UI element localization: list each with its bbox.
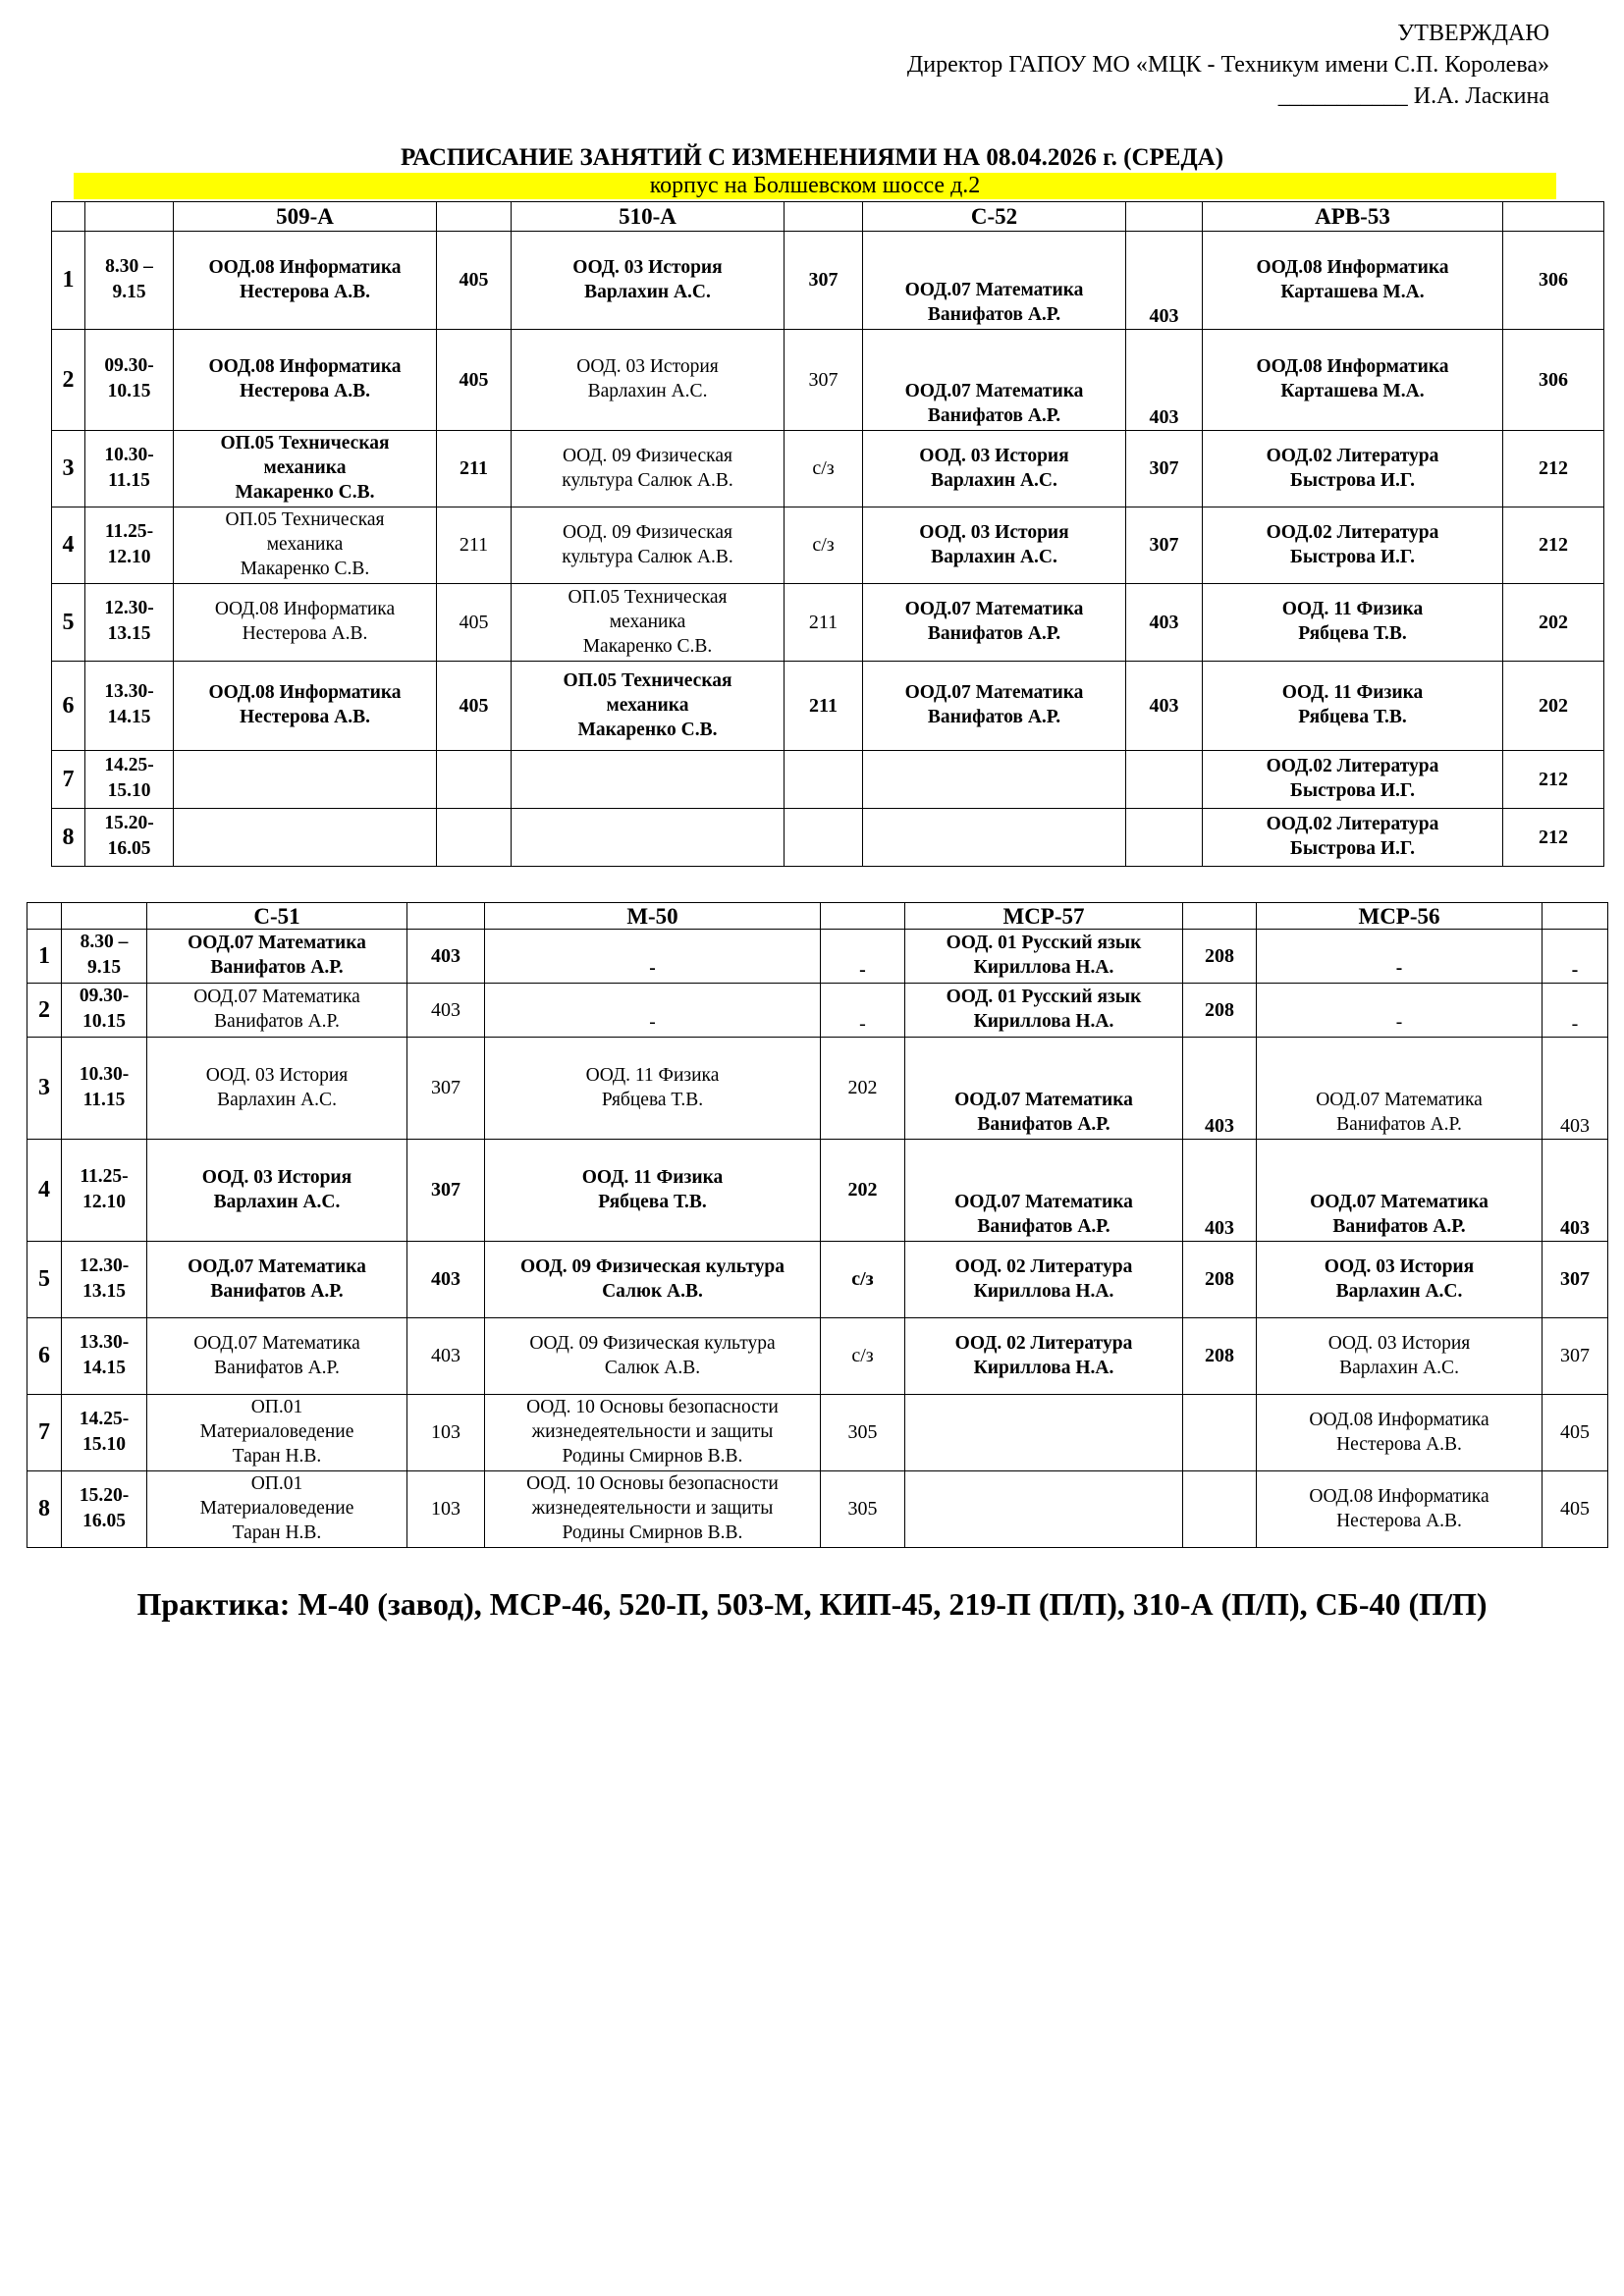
lesson-subject: ООД.08 Информатика Нестерова А.В. [1257, 1471, 1543, 1548]
lesson-number: 2 [27, 984, 62, 1038]
lesson-subject [863, 809, 1126, 867]
lesson-number: 8 [52, 809, 85, 867]
lesson-subject: ООД.08 Информатика Нестерова А.В. [174, 330, 437, 431]
lesson-room: 208 [1183, 984, 1257, 1038]
lesson-room: 211 [437, 507, 512, 584]
lesson-number: 6 [27, 1318, 62, 1395]
lesson-room: 405 [437, 662, 512, 751]
lesson-room: 208 [1183, 1318, 1257, 1395]
lesson-time: 09.30- 10.15 [85, 330, 174, 431]
lesson-room: 208 [1183, 1242, 1257, 1318]
lesson-number: 4 [27, 1140, 62, 1242]
lesson-room [437, 751, 512, 809]
lesson-subject: ОП.05 Техническая механика Макаренко С.В. [512, 584, 785, 662]
table-header-row [52, 202, 1604, 232]
lesson-number: 7 [27, 1395, 62, 1471]
table-row [27, 984, 1608, 1038]
table-row [27, 1471, 1608, 1548]
approval-signature: ___________ И.А. Ласкина [1277, 83, 1549, 109]
lesson-subject: ООД. 11 Физика Рябцева Т.В. [1203, 662, 1503, 751]
page-title: РАСПИСАНИЕ ЗАНЯТИЙ С ИЗМЕНЕНИЯМИ НА 08.04.2026 г. (СРЕДА) [400, 144, 1224, 171]
lesson-room: - [821, 984, 905, 1038]
schedule-table-1 [51, 201, 1604, 867]
lesson-number: 1 [27, 930, 62, 984]
table-header-row [27, 903, 1608, 930]
lesson-subject: ООД. 02 Литература Кириллова Н.А. [905, 1318, 1183, 1395]
lesson-room: 307 [1543, 1242, 1608, 1318]
lesson-subject: ООД.08 Информатика Нестерова А.В. [174, 232, 437, 330]
lesson-room: 403 [1126, 662, 1203, 751]
lesson-room: 212 [1503, 431, 1604, 507]
lesson-time: 8.30 – 9.15 [85, 232, 174, 330]
lesson-room: 202 [1503, 584, 1604, 662]
lesson-room: 305 [821, 1395, 905, 1471]
table-row [27, 1395, 1608, 1471]
lesson-subject: ООД.07 Математика Ванифатов А.Р. [863, 662, 1126, 751]
lesson-subject: ООД.07 Математика Ванифатов А.Р. [147, 1242, 407, 1318]
lesson-time: 10.30- 11.15 [62, 1038, 147, 1140]
lesson-subject [512, 809, 785, 867]
approval-director: Директор ГАПОУ МО «МЦК - Техникум имени С.П. Королева» [906, 52, 1549, 78]
lesson-subject: ООД.08 Информатика Нестерова А.В. [1257, 1395, 1543, 1471]
lesson-room: 307 [785, 232, 863, 330]
lesson-subject: ООД. 11 Физика Рябцева Т.В. [1203, 584, 1503, 662]
lesson-room: 307 [1126, 431, 1203, 507]
lesson-subject: ООД. 11 Физика Рябцева Т.В. [485, 1140, 821, 1242]
lesson-room: 306 [1503, 232, 1604, 330]
lesson-subject: ОП.05 Техническая механика Макаренко С.В. [512, 662, 785, 751]
lesson-time: 11.25- 12.10 [62, 1140, 147, 1242]
lesson-room: 403 [407, 930, 485, 984]
lesson-room: с/з [785, 507, 863, 584]
lesson-subject: ООД.08 Информатика Карташева М.А. [1203, 330, 1503, 431]
lesson-room: 403 [1183, 1140, 1257, 1242]
lesson-subject: ООД. 03 История Варлахин А.С. [1257, 1242, 1543, 1318]
lesson-room [785, 809, 863, 867]
lesson-subject: ООД. 03 История Варлахин А.С. [147, 1038, 407, 1140]
table-row [27, 1140, 1608, 1242]
lesson-subject: ООД. 10 Основы безопасности жизнедеятельности и защиты Родины Смирнов В.В. [485, 1471, 821, 1548]
lesson-subject [512, 751, 785, 809]
lesson-number: 5 [52, 584, 85, 662]
building-banner: корпус на Болшевском шоссе д.2 [74, 173, 1556, 199]
table-row [52, 431, 1604, 507]
lesson-subject: ООД. 02 Литература Кириллова Н.А. [905, 1242, 1183, 1318]
lesson-room: 403 [1126, 584, 1203, 662]
lesson-subject: ООД. 03 История Варлахин А.С. [863, 431, 1126, 507]
lesson-subject: ООД.07 Математика Ванифатов А.Р. [147, 930, 407, 984]
lesson-subject: ООД. 11 Физика Рябцева Т.В. [485, 1038, 821, 1140]
lesson-subject [863, 751, 1126, 809]
lesson-subject: ООД.02 Литература Быстрова И.Г. [1203, 507, 1503, 584]
practice-note: Практика: М-40 (завод), МСР-46, 520-П, 503-М, КИП-45, 219-П (П/П), 310-А (П/П), СБ-40 (П/П) [136, 1586, 1488, 1622]
lesson-room: 403 [407, 1242, 485, 1318]
lesson-time: 14.25- 15.10 [62, 1395, 147, 1471]
lesson-room: 403 [407, 984, 485, 1038]
table-row [27, 1318, 1608, 1395]
lesson-subject: ООД.08 Информатика Нестерова А.В. [174, 584, 437, 662]
lesson-number: 3 [52, 431, 85, 507]
group-header: С-51 [147, 903, 407, 930]
lesson-subject: ООД. 09 Физическая культура Салюк А.В. [512, 507, 785, 584]
group-header: С-52 [863, 202, 1126, 232]
lesson-room: 305 [821, 1471, 905, 1548]
group-header: МСР-56 [1257, 903, 1543, 930]
lesson-room: 202 [821, 1140, 905, 1242]
lesson-subject: ООД. 09 Физическая культура Салюк А.В. [512, 431, 785, 507]
lesson-subject: ООД.02 Литература Быстрова И.Г. [1203, 751, 1503, 809]
lesson-room: 405 [1543, 1471, 1608, 1548]
lesson-subject: ОП.01 Материаловедение Таран Н.В. [147, 1471, 407, 1548]
lesson-subject: - [485, 984, 821, 1038]
lesson-room: - [1543, 930, 1608, 984]
lesson-subject: ООД. 03 История Варлахин А.С. [512, 232, 785, 330]
lesson-number: 3 [27, 1038, 62, 1140]
lesson-subject: ООД.07 Математика Ванифатов А.Р. [147, 984, 407, 1038]
lesson-room: с/з [821, 1242, 905, 1318]
lesson-room [1183, 1395, 1257, 1471]
table-row [52, 330, 1604, 431]
lesson-number: 5 [27, 1242, 62, 1318]
table-row [52, 809, 1604, 867]
lesson-room: 405 [437, 584, 512, 662]
lesson-subject: ОП.05 Техническая механика Макаренко С.В. [174, 431, 437, 507]
lesson-room: 211 [785, 662, 863, 751]
lesson-room: 307 [407, 1038, 485, 1140]
lesson-room: 103 [407, 1471, 485, 1548]
lesson-time: 09.30- 10.15 [62, 984, 147, 1038]
lesson-time: 14.25- 15.10 [85, 751, 174, 809]
lesson-number: 1 [52, 232, 85, 330]
lesson-subject [174, 751, 437, 809]
lesson-room: 202 [821, 1038, 905, 1140]
lesson-room: 403 [1183, 1038, 1257, 1140]
lesson-subject: ОП.05 Техническая механика Макаренко С.В. [174, 507, 437, 584]
table-row [27, 930, 1608, 984]
lesson-room: 202 [1503, 662, 1604, 751]
lesson-subject: ООД.08 Информатика Нестерова А.В. [174, 662, 437, 751]
lesson-subject: ООД. 09 Физическая культура Салюк А.В. [485, 1318, 821, 1395]
lesson-time: 13.30- 14.15 [62, 1318, 147, 1395]
lesson-number: 6 [52, 662, 85, 751]
lesson-room: 307 [785, 330, 863, 431]
group-header: АРВ-53 [1203, 202, 1503, 232]
table-row [27, 1242, 1608, 1318]
lesson-room: 403 [1126, 232, 1203, 330]
lesson-time: 11.25- 12.10 [85, 507, 174, 584]
lesson-subject: ООД.07 Математика Ванифатов А.Р. [863, 330, 1126, 431]
lesson-subject: ООД. 10 Основы безопасности жизнедеятельности и защиты Родины Смирнов В.В. [485, 1395, 821, 1471]
lesson-room: 307 [1126, 507, 1203, 584]
lesson-subject: ОП.01 Материаловедение Таран Н.В. [147, 1395, 407, 1471]
lesson-subject: ООД.02 Литература Быстрова И.Г. [1203, 809, 1503, 867]
lesson-subject: ООД.07 Математика Ванифатов А.Р. [1257, 1140, 1543, 1242]
schedule-table-2 [27, 902, 1608, 1548]
lesson-subject: ООД.02 Литература Быстрова И.Г. [1203, 431, 1503, 507]
lesson-room [1126, 751, 1203, 809]
lesson-time: 12.30- 13.15 [62, 1242, 147, 1318]
lesson-room: 405 [437, 232, 512, 330]
lesson-subject: ООД.07 Математика Ванифатов А.Р. [863, 232, 1126, 330]
lesson-time: 13.30- 14.15 [85, 662, 174, 751]
lesson-room: 211 [437, 431, 512, 507]
lesson-room: с/з [785, 431, 863, 507]
lesson-subject: ООД.08 Информатика Карташева М.А. [1203, 232, 1503, 330]
lesson-subject: ООД. 01 Русский язык Кириллова Н.А. [905, 930, 1183, 984]
table-row [52, 232, 1604, 330]
approval-heading: УТВЕРЖДАЮ [1397, 21, 1549, 46]
group-header: 510-А [512, 202, 785, 232]
lesson-room: 307 [407, 1140, 485, 1242]
lesson-room: 103 [407, 1395, 485, 1471]
lesson-time: 10.30- 11.15 [85, 431, 174, 507]
lesson-room: 403 [1543, 1038, 1608, 1140]
lesson-number: 4 [52, 507, 85, 584]
group-header: МСР-57 [905, 903, 1183, 930]
table-row [52, 751, 1604, 809]
lesson-subject: ООД.07 Математика Ванифатов А.Р. [905, 1140, 1183, 1242]
table-row [27, 1038, 1608, 1140]
table-row [52, 662, 1604, 751]
lesson-room: 212 [1503, 507, 1604, 584]
lesson-subject [905, 1471, 1183, 1548]
lesson-subject [905, 1395, 1183, 1471]
lesson-room: 306 [1503, 330, 1604, 431]
lesson-subject: ООД.07 Математика Ванифатов А.Р. [905, 1038, 1183, 1140]
approval-block [907, 18, 1549, 112]
lesson-room: 403 [407, 1318, 485, 1395]
lesson-subject [174, 809, 437, 867]
lesson-number: 2 [52, 330, 85, 431]
group-header: 509-А [174, 202, 437, 232]
lesson-room: 212 [1503, 751, 1604, 809]
lesson-time: 8.30 – 9.15 [62, 930, 147, 984]
lesson-room: 403 [1126, 330, 1203, 431]
lesson-subject: - [485, 930, 821, 984]
lesson-subject: - [1257, 984, 1543, 1038]
lesson-room: - [821, 930, 905, 984]
lesson-time: 12.30- 13.15 [85, 584, 174, 662]
lesson-room: 405 [1543, 1395, 1608, 1471]
lesson-room: 212 [1503, 809, 1604, 867]
group-header: М-50 [485, 903, 821, 930]
lesson-room [1126, 809, 1203, 867]
table-row [52, 507, 1604, 584]
lesson-room: 307 [1543, 1318, 1608, 1395]
lesson-room: 208 [1183, 930, 1257, 984]
lesson-subject: ООД. 03 История Варлахин А.С. [863, 507, 1126, 584]
lesson-room [785, 751, 863, 809]
lesson-subject: ООД. 03 История Варлахин А.С. [1257, 1318, 1543, 1395]
lesson-subject: ООД.07 Математика Ванифатов А.Р. [1257, 1038, 1543, 1140]
lesson-subject: ООД. 03 История Варлахин А.С. [512, 330, 785, 431]
lesson-room [1183, 1471, 1257, 1548]
lesson-time: 15.20- 16.05 [85, 809, 174, 867]
lesson-time: 15.20- 16.05 [62, 1471, 147, 1548]
table-row [52, 584, 1604, 662]
lesson-subject: ООД.07 Математика Ванифатов А.Р. [863, 584, 1126, 662]
lesson-number: 8 [27, 1471, 62, 1548]
lesson-room: с/з [821, 1318, 905, 1395]
lesson-subject: ООД. 01 Русский язык Кириллова Н.А. [905, 984, 1183, 1038]
lesson-subject: ООД. 03 История Варлахин А.С. [147, 1140, 407, 1242]
lesson-subject: ООД. 09 Физическая культура Салюк А.В. [485, 1242, 821, 1318]
lesson-subject: - [1257, 930, 1543, 984]
lesson-room: - [1543, 984, 1608, 1038]
lesson-number: 7 [52, 751, 85, 809]
lesson-room [437, 809, 512, 867]
lesson-room: 405 [437, 330, 512, 431]
lesson-room: 211 [785, 584, 863, 662]
lesson-room: 403 [1543, 1140, 1608, 1242]
lesson-subject: ООД.07 Математика Ванифатов А.Р. [147, 1318, 407, 1395]
